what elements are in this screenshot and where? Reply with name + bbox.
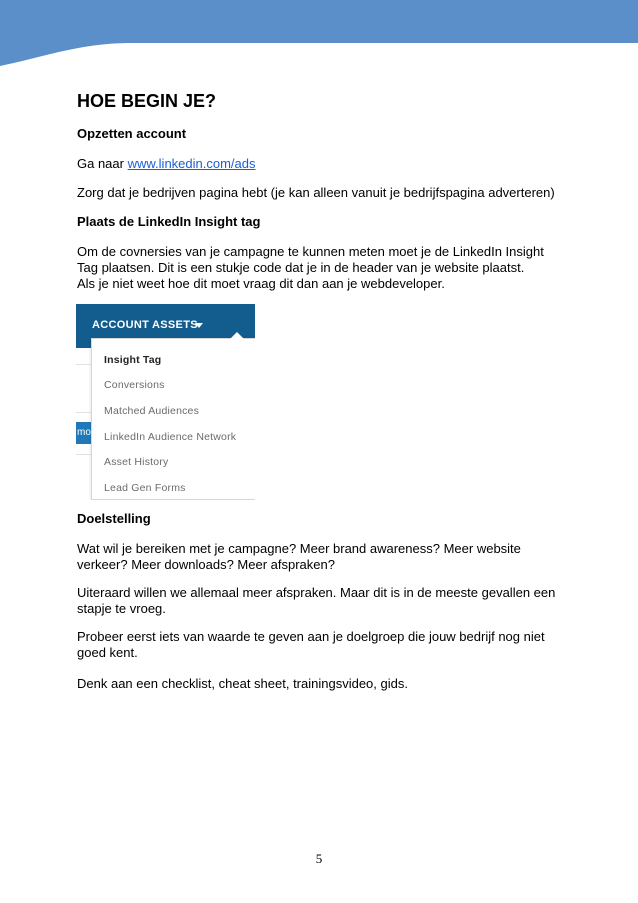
header-wave [0,0,638,70]
menu-item-lead-gen-forms[interactable]: Lead Gen Forms [104,482,186,494]
page-number: 5 [315,851,323,866]
goal-p2-line-1: Uiteraard willen we allemaal meer afspraken. Maar dit is in de meeste gevallen een [77,585,556,600]
dropdown-notch [230,332,244,339]
section-title-account: Opzetten account [77,126,187,141]
insight-line-3: Als je niet weet hoe dit moet vraag dit dan aan je webdeveloper. [77,276,445,291]
caret-down-icon [195,323,203,328]
page-title: HOE BEGIN JE? [77,91,217,111]
account-assets-label: ACCOUNT ASSETS [92,319,198,331]
goal-p1-line-2: verkeer? Meer downloads? Meer afspraken? [77,557,335,572]
section-title-insight: Plaats de LinkedIn Insight tag [77,214,261,229]
goal-p1-line-1: Wat wil je bereiken met je campagne? Meer brand awareness? Meer website [77,541,521,556]
goal-p4: Denk aan een checklist, cheat sheet, trainingsvideo, gids. [77,676,408,691]
goal-p3-line-1: Probeer eerst iets van waarde te geven aan je doelgroep die jouw bedrijf nog niet [77,629,545,644]
linkedin-ads-link[interactable]: www.linkedin.com/ads [127,156,256,171]
menu-item-audience-network[interactable]: LinkedIn Audience Network [104,431,237,443]
account-assets-dropdown [91,338,255,500]
menu-item-conversions[interactable]: Conversions [104,379,165,391]
goto-line [77,156,256,173]
goal-p3-line-2: goed kent. [77,645,138,660]
partial-blue-button[interactable]: mo [76,422,93,444]
company-page-text: Zorg dat je bedrijven pagina hebt (je kan alleen vanuit je bedrijfspagina adverteren) [77,185,555,200]
menu-item-matched-audiences[interactable]: Matched Audiences [104,405,200,417]
linkedin-menu-screenshot [76,304,255,500]
insight-line-1: Om de covnersies van je campagne te kunnen meten moet je de LinkedIn Insight [77,244,544,259]
goal-p2-line-2: stapje te vroeg. [77,601,166,616]
insight-line-2: Tag plaatsen. Dit is een stukje code dat je in de header van je website plaatst. [77,260,525,275]
menu-item-asset-history[interactable]: Asset History [104,456,169,468]
section-title-goal: Doelstelling [77,511,151,526]
menu-item-insight-tag[interactable]: Insight Tag [104,354,162,366]
goto-prefix: Ga naar [77,156,124,171]
